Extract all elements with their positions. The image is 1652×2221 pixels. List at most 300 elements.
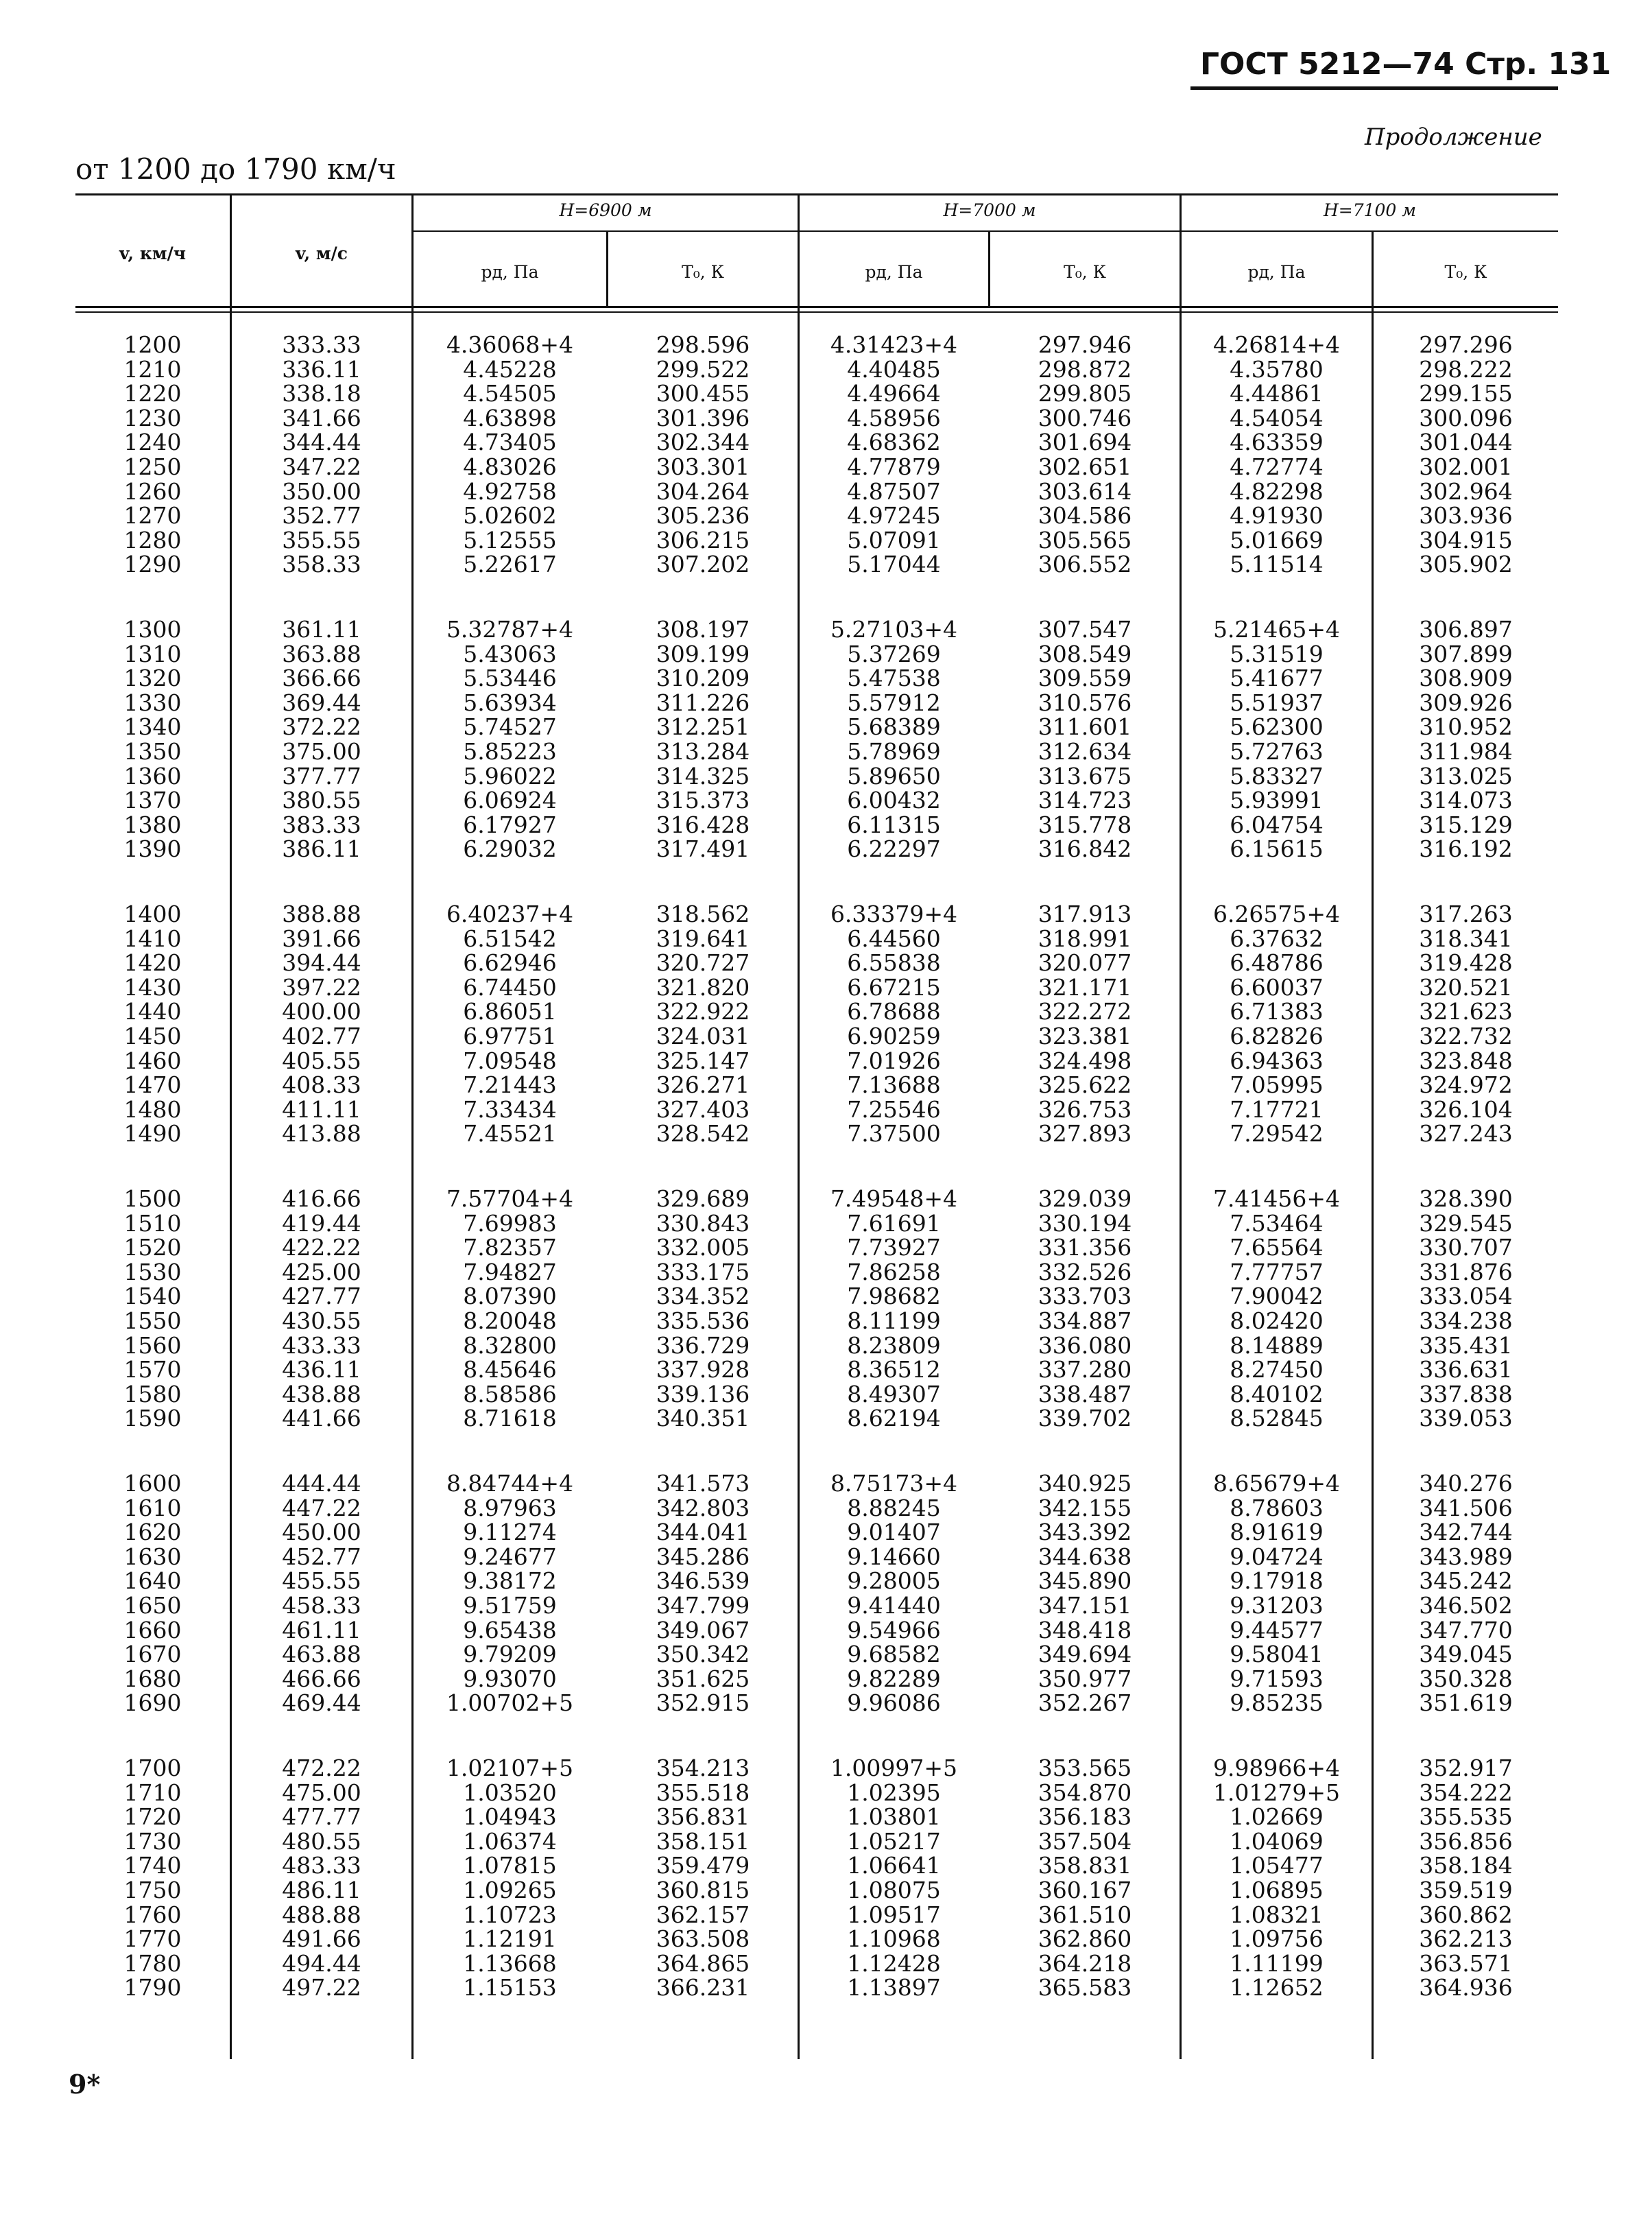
- pressure-7000-cell: 4.58956: [847, 404, 941, 431]
- row-group: [1182, 333, 1372, 577]
- row-group: [990, 1471, 1180, 1715]
- v-kmh-cell: 1320: [123, 665, 182, 692]
- temperature-7000-cell: 337.280: [1038, 1356, 1132, 1383]
- temperature-6900-cell: 334.352: [656, 1283, 750, 1310]
- temperature-7000-cell: 317.913: [1038, 901, 1132, 927]
- pressure-6900-cell: 5.02602: [463, 502, 557, 530]
- temperature-7100-cell: 305.902: [1419, 551, 1513, 578]
- temperature-6900-cell: 356.831: [656, 1803, 750, 1831]
- v-kmh-cell: 1440: [123, 998, 182, 1025]
- temperature-7100-cell: 362.213: [1419, 1925, 1513, 1953]
- row-group: [414, 1471, 606, 1715]
- pressure-7000-cell: 6.11315: [847, 811, 941, 838]
- v-ms-cell: 455.55: [282, 1567, 361, 1595]
- pressure-7100-cell: 1.06895: [1230, 1876, 1324, 1903]
- pressure-6900-cell: 1.00702+5: [446, 1689, 574, 1717]
- pressure-7100-cell: 6.94363: [1230, 1047, 1324, 1074]
- pressure-7000-cell: 8.11199: [847, 1307, 941, 1334]
- temperature-7100-cell: 311.984: [1419, 737, 1513, 765]
- pressure-7100-cell: 6.15615: [1230, 835, 1324, 863]
- v-ms-cell: 347.22: [282, 453, 361, 480]
- temperature-7000-cell: 343.392: [1038, 1519, 1132, 1546]
- header-temperature: T₀, К: [682, 262, 724, 282]
- temperature-6900-cell: 303.301: [656, 453, 750, 480]
- row-group: [232, 1471, 411, 1715]
- v-kmh-cell: 1380: [123, 811, 182, 838]
- temperature-7000-cell: 310.576: [1038, 689, 1132, 716]
- temperature-7100-cell: 346.502: [1419, 1591, 1513, 1619]
- temperature-7000-cell: 318.991: [1038, 925, 1132, 952]
- v-kmh-cell: 1270: [123, 502, 182, 530]
- temperature-6900-cell: 304.264: [656, 477, 750, 505]
- pressure-7100-cell: 9.17918: [1230, 1567, 1324, 1595]
- header-altitude-7000: H=7000 м: [943, 200, 1036, 220]
- v-kmh-cell: 1490: [123, 1120, 182, 1148]
- v-kmh-cell: 1370: [123, 787, 182, 814]
- v-ms-cell: 361.11: [282, 616, 361, 643]
- pressure-7100-cell: 5.62300: [1230, 713, 1324, 741]
- temperature-7100-cell: 301.044: [1419, 429, 1513, 456]
- temperature-7100-cell: 313.025: [1419, 762, 1513, 789]
- v-ms-cell: 372.22: [282, 713, 361, 741]
- row-group: [800, 902, 988, 1146]
- pressure-7000-cell: 5.27103+4: [830, 616, 958, 643]
- v-kmh-cell: 1730: [123, 1827, 182, 1855]
- temperature-7100-cell: 322.732: [1419, 1022, 1513, 1049]
- temperature-7100-cell: 333.054: [1419, 1283, 1513, 1310]
- row-group: [75, 1187, 230, 1431]
- temperature-7100-cell: 336.631: [1419, 1356, 1513, 1383]
- temperature-6900-cell: 300.455: [656, 380, 750, 407]
- temperature-6900-cell: 359.479: [656, 1852, 750, 1879]
- pressure-7100-cell: 1.05477: [1230, 1852, 1324, 1879]
- v-kmh-cell: 1350: [123, 737, 182, 765]
- temperature-7100-cell: 329.545: [1419, 1209, 1513, 1237]
- pressure-7000-cell: 9.82289: [847, 1665, 941, 1692]
- v-ms-cell: 497.22: [282, 1974, 361, 2002]
- pressure-6900-cell: 4.54505: [463, 380, 557, 407]
- pressure-7100-cell: 7.41456+4: [1212, 1185, 1341, 1212]
- v-ms-cell: 419.44: [282, 1209, 361, 1237]
- pressure-6900-cell: 8.32800: [463, 1331, 557, 1359]
- row-group: [414, 333, 606, 577]
- temperature-7000-cell: 312.634: [1038, 737, 1132, 765]
- temperature-6900-cell: 349.067: [656, 1616, 750, 1643]
- pressure-7000-cell: 5.89650: [847, 762, 941, 789]
- header-temperature: T₀, К: [1444, 262, 1487, 282]
- header-bottom-rule: [75, 306, 1558, 308]
- pressure-7000-cell: 5.07091: [847, 526, 941, 554]
- temperature-6900-cell: 315.373: [656, 787, 750, 814]
- temperature-7100-cell: 323.848: [1419, 1047, 1513, 1074]
- temperature-7000-cell: 360.167: [1038, 1876, 1132, 1903]
- temperature-7100-cell: 302.001: [1419, 453, 1513, 480]
- pressure-6900-cell: 4.73405: [463, 429, 557, 456]
- temperature-6900-cell: 328.542: [656, 1120, 750, 1148]
- v-kmh-cell: 1690: [123, 1689, 182, 1717]
- v-ms-cell: 394.44: [282, 949, 361, 977]
- pressure-7000-cell: 8.62194: [847, 1405, 941, 1432]
- pressure-7000-cell: 8.23809: [847, 1331, 941, 1359]
- v-ms-cell: 452.77: [282, 1543, 361, 1570]
- pressure-6900-cell: 8.97963: [463, 1494, 557, 1521]
- row-group: [1182, 617, 1372, 862]
- temperature-7100-cell: 354.222: [1419, 1779, 1513, 1806]
- temperature-6900-cell: 327.403: [656, 1095, 750, 1123]
- v-ms-cell: 469.44: [282, 1689, 361, 1717]
- pressure-6900-cell: 9.38172: [463, 1567, 557, 1595]
- pressure-7000-cell: 1.12428: [847, 1949, 941, 1977]
- pressure-7100-cell: 8.91619: [1230, 1519, 1324, 1546]
- pressure-7100-cell: 5.72763: [1230, 737, 1324, 765]
- temperature-7000-cell: 316.842: [1038, 835, 1132, 863]
- v-ms-cell: 444.44: [282, 1470, 361, 1497]
- v-kmh-cell: 1210: [123, 355, 182, 383]
- pressure-6900-cell: 5.12555: [463, 526, 557, 554]
- v-ms-cell: 352.77: [282, 502, 361, 530]
- temperature-7000-cell: 302.651: [1038, 453, 1132, 480]
- temperature-7100-cell: 364.936: [1419, 1974, 1513, 2002]
- header-v-ms: v, м/с: [296, 244, 348, 263]
- temperature-7100-cell: 345.242: [1419, 1567, 1513, 1595]
- row-group: [608, 1187, 798, 1431]
- pressure-7100-cell: 9.71593: [1230, 1665, 1324, 1692]
- row-group: [414, 617, 606, 862]
- temperature-6900-cell: 298.596: [656, 331, 750, 358]
- temperature-7000-cell: 301.694: [1038, 429, 1132, 456]
- row-group: [800, 1756, 988, 2000]
- pressure-7100-cell: 8.78603: [1230, 1494, 1324, 1521]
- temperature-7000-cell: 332.526: [1038, 1258, 1132, 1285]
- pressure-6900-cell: 5.22617: [463, 551, 557, 578]
- temperature-7100-cell: 352.917: [1419, 1755, 1513, 1781]
- v-ms-cell: 483.33: [282, 1852, 361, 1879]
- row-group: [800, 1471, 988, 1715]
- header-bottom-rule-2: [75, 311, 1558, 313]
- temperature-6900-cell: 317.491: [656, 835, 750, 863]
- pressure-7100-cell: 8.14889: [1230, 1331, 1324, 1359]
- v-kmh-cell: 1780: [123, 1949, 182, 1977]
- pressure-7100-cell: 4.54054: [1230, 404, 1324, 431]
- pressure-7000-cell: 5.78969: [847, 737, 941, 765]
- temperature-7000-cell: 330.194: [1038, 1209, 1132, 1237]
- row-group: [1182, 1756, 1372, 2000]
- pressure-7000-cell: 9.41440: [847, 1591, 941, 1619]
- temperature-7100-cell: 320.521: [1419, 973, 1513, 1001]
- row-group: [990, 617, 1180, 862]
- pressure-6900-cell: 4.45228: [463, 355, 557, 383]
- pressure-7000-cell: 5.37269: [847, 640, 941, 667]
- v-ms-cell: 408.33: [282, 1071, 361, 1099]
- temperature-6900-cell: 309.199: [656, 640, 750, 667]
- pressure-7100-cell: 4.72774: [1230, 453, 1324, 480]
- temperature-7100-cell: 337.838: [1419, 1380, 1513, 1408]
- pressure-7000-cell: 8.88245: [847, 1494, 941, 1521]
- v-ms-cell: 422.22: [282, 1234, 361, 1261]
- pressure-6900-cell: 5.96022: [463, 762, 557, 789]
- temperature-7100-cell: 324.972: [1419, 1071, 1513, 1099]
- pressure-7000-cell: 7.61691: [847, 1209, 941, 1237]
- pressure-7000-cell: 1.10968: [847, 1925, 941, 1953]
- row-group: [990, 1756, 1180, 2000]
- v-ms-cell: 338.18: [282, 380, 361, 407]
- temperature-7100-cell: 343.989: [1419, 1543, 1513, 1570]
- temperature-7000-cell: 340.925: [1038, 1470, 1132, 1497]
- pressure-6900-cell: 6.40237+4: [446, 901, 574, 927]
- pressure-7100-cell: 7.17721: [1230, 1095, 1324, 1123]
- row-group: [608, 1471, 798, 1715]
- header-temperature: T₀, К: [1064, 262, 1106, 282]
- temperature-7100-cell: 319.428: [1419, 949, 1513, 977]
- v-ms-cell: 411.11: [282, 1095, 361, 1123]
- temperature-7000-cell: 326.753: [1038, 1095, 1132, 1123]
- pressure-7100-cell: 6.37632: [1230, 925, 1324, 952]
- pressure-7000-cell: 9.54966: [847, 1616, 941, 1643]
- pressure-7000-cell: 1.03801: [847, 1803, 941, 1831]
- pressure-6900-cell: 6.51542: [463, 925, 557, 952]
- pressure-7100-cell: 9.58041: [1230, 1641, 1324, 1668]
- temperature-7100-cell: 340.276: [1419, 1470, 1513, 1497]
- temperature-6900-cell: 322.922: [656, 998, 750, 1025]
- temperature-7000-cell: 331.356: [1038, 1234, 1132, 1261]
- temperature-7000-cell: 361.510: [1038, 1901, 1132, 1928]
- temperature-6900-cell: 321.820: [656, 973, 750, 1001]
- row-group: [414, 1756, 606, 2000]
- temperature-7000-cell: 324.498: [1038, 1047, 1132, 1074]
- temperature-6900-cell: 339.136: [656, 1380, 750, 1408]
- pressure-6900-cell: 7.69983: [463, 1209, 557, 1237]
- temperature-6900-cell: 342.803: [656, 1494, 750, 1521]
- pressure-7000-cell: 5.57912: [847, 689, 941, 716]
- v-kmh-cell: 1340: [123, 713, 182, 741]
- pressure-7000-cell: 6.44560: [847, 925, 941, 952]
- temperature-6900-cell: 308.197: [656, 616, 750, 643]
- row-group: [990, 1187, 1180, 1431]
- temperature-6900-cell: 360.815: [656, 1876, 750, 1903]
- pressure-6900-cell: 8.07390: [463, 1283, 557, 1310]
- temperature-6900-cell: 311.226: [656, 689, 750, 716]
- pressure-6900-cell: 4.92758: [463, 477, 557, 505]
- header-altitude-7100: H=7100 м: [1323, 200, 1417, 220]
- v-ms-cell: 491.66: [282, 1925, 361, 1953]
- v-kmh-cell: 1420: [123, 949, 182, 977]
- pressure-7000-cell: 4.97245: [847, 502, 941, 530]
- v-kmh-cell: 1620: [123, 1519, 182, 1546]
- v-kmh-cell: 1540: [123, 1283, 182, 1310]
- temperature-6900-cell: 319.641: [656, 925, 750, 952]
- temperature-7000-cell: 357.504: [1038, 1827, 1132, 1855]
- pressure-7100-cell: 9.98966+4: [1212, 1755, 1341, 1781]
- pressure-7000-cell: 6.78688: [847, 998, 941, 1025]
- v-kmh-cell: 1740: [123, 1852, 182, 1879]
- table-top-rule: [75, 193, 1558, 195]
- pressure-7000-cell: 9.14660: [847, 1543, 941, 1570]
- pressure-6900-cell: 6.86051: [463, 998, 557, 1025]
- temperature-7100-cell: 310.952: [1419, 713, 1513, 741]
- temperature-7100-cell: 355.535: [1419, 1803, 1513, 1831]
- temperature-6900-cell: 333.175: [656, 1258, 750, 1285]
- temperature-6900-cell: 299.522: [656, 355, 750, 383]
- temperature-7100-cell: 309.926: [1419, 689, 1513, 716]
- temperature-6900-cell: 341.573: [656, 1470, 750, 1497]
- v-ms-cell: 427.77: [282, 1283, 361, 1310]
- temperature-7100-cell: 359.519: [1419, 1876, 1513, 1903]
- row-group: [232, 1187, 411, 1431]
- pressure-7000-cell: 4.68362: [847, 429, 941, 456]
- row-group: [1374, 1471, 1558, 1715]
- temperature-7000-cell: 352.267: [1038, 1689, 1132, 1717]
- v-ms-cell: 430.55: [282, 1307, 361, 1334]
- temperature-7000-cell: 349.694: [1038, 1641, 1132, 1668]
- temperature-7000-cell: 350.977: [1038, 1665, 1132, 1692]
- pressure-6900-cell: 1.04943: [463, 1803, 557, 1831]
- v-ms-cell: 363.88: [282, 640, 361, 667]
- temperature-7100-cell: 298.222: [1419, 355, 1513, 383]
- pressure-6900-cell: 1.12191: [463, 1925, 557, 1953]
- row-group: [608, 333, 798, 577]
- pressure-6900-cell: 9.11274: [463, 1519, 557, 1546]
- pressure-7100-cell: 6.82826: [1230, 1022, 1324, 1049]
- pressure-7100-cell: 7.29542: [1230, 1120, 1324, 1148]
- temperature-7000-cell: 329.039: [1038, 1185, 1132, 1212]
- temperature-7000-cell: 345.890: [1038, 1567, 1132, 1595]
- v-ms-cell: 441.66: [282, 1405, 361, 1432]
- pressure-7100-cell: 5.51937: [1230, 689, 1324, 716]
- row-group: [1182, 1187, 1372, 1431]
- v-ms-cell: 494.44: [282, 1949, 361, 1977]
- v-ms-cell: 358.33: [282, 551, 361, 578]
- pressure-7000-cell: 4.31423+4: [830, 331, 958, 358]
- temperature-7100-cell: 314.073: [1419, 787, 1513, 814]
- v-kmh-cell: 1630: [123, 1543, 182, 1570]
- pressure-6900-cell: 5.85223: [463, 737, 557, 765]
- row-group: [990, 333, 1180, 577]
- pressure-6900-cell: 9.51759: [463, 1591, 557, 1619]
- temperature-7100-cell: 358.184: [1419, 1852, 1513, 1879]
- pressure-7100-cell: 9.31203: [1230, 1591, 1324, 1619]
- v-kmh-cell: 1330: [123, 689, 182, 716]
- row-group: [800, 617, 988, 862]
- row-group: [232, 1756, 411, 2000]
- pressure-7100-cell: 9.04724: [1230, 1543, 1324, 1570]
- v-ms-cell: 433.33: [282, 1331, 361, 1359]
- temperature-7000-cell: 306.552: [1038, 551, 1132, 578]
- pressure-7100-cell: 6.71383: [1230, 998, 1324, 1025]
- temperature-7100-cell: 306.897: [1419, 616, 1513, 643]
- pressure-7000-cell: 7.37500: [847, 1120, 941, 1148]
- v-kmh-cell: 1400: [123, 901, 182, 927]
- row-group: [990, 902, 1180, 1146]
- temperature-6900-cell: 362.157: [656, 1901, 750, 1928]
- pressure-7000-cell: 5.68389: [847, 713, 941, 741]
- temperature-6900-cell: 336.729: [656, 1331, 750, 1359]
- temperature-7000-cell: 342.155: [1038, 1494, 1132, 1521]
- temperature-7000-cell: 339.702: [1038, 1405, 1132, 1432]
- v-kmh-cell: 1220: [123, 380, 182, 407]
- pressure-7100-cell: 6.60037: [1230, 973, 1324, 1001]
- pressure-7100-cell: 5.21465+4: [1212, 616, 1341, 643]
- pressure-6900-cell: 6.06924: [463, 787, 557, 814]
- pressure-6900-cell: 1.07815: [463, 1852, 557, 1879]
- pressure-7000-cell: 6.67215: [847, 973, 941, 1001]
- temperature-7100-cell: 308.909: [1419, 665, 1513, 692]
- v-kmh-cell: 1430: [123, 973, 182, 1001]
- pressure-7000-cell: 5.47538: [847, 665, 941, 692]
- pressure-7100-cell: 5.31519: [1230, 640, 1324, 667]
- document-code: [1200, 47, 1611, 82]
- row-group: [608, 1756, 798, 2000]
- v-kmh-cell: 1500: [123, 1185, 182, 1212]
- v-ms-cell: 366.66: [282, 665, 361, 692]
- v-ms-cell: 402.77: [282, 1022, 361, 1049]
- pressure-6900-cell: 1.10723: [463, 1901, 557, 1928]
- temperature-6900-cell: 310.209: [656, 665, 750, 692]
- temperature-6900-cell: 314.325: [656, 762, 750, 789]
- pressure-7100-cell: 4.91930: [1230, 502, 1324, 530]
- v-kmh-cell: 1700: [123, 1755, 182, 1781]
- temperature-7000-cell: 325.622: [1038, 1071, 1132, 1099]
- row-group: [414, 1187, 606, 1431]
- v-ms-cell: 350.00: [282, 477, 361, 505]
- v-kmh-cell: 1460: [123, 1047, 182, 1074]
- temperature-7000-cell: 323.381: [1038, 1022, 1132, 1049]
- v-kmh-cell: 1680: [123, 1665, 182, 1692]
- v-kmh-cell: 1240: [123, 429, 182, 456]
- temperature-7100-cell: 349.045: [1419, 1641, 1513, 1668]
- pressure-7100-cell: 9.85235: [1230, 1689, 1324, 1717]
- temperature-7100-cell: 315.129: [1419, 811, 1513, 838]
- temperature-7100-cell: 326.104: [1419, 1095, 1513, 1123]
- temperature-7000-cell: 365.583: [1038, 1974, 1132, 2002]
- altitude-header-rule: [411, 230, 1558, 232]
- pressure-7100-cell: 6.26575+4: [1212, 901, 1341, 927]
- pressure-7000-cell: 9.01407: [847, 1519, 941, 1546]
- temperature-7000-cell: 358.831: [1038, 1852, 1132, 1879]
- temperature-6900-cell: 306.215: [656, 526, 750, 554]
- pressure-7100-cell: 4.35780: [1230, 355, 1324, 383]
- v-ms-cell: 416.66: [282, 1185, 361, 1212]
- temperature-7100-cell: 327.243: [1419, 1120, 1513, 1148]
- v-kmh-cell: 1590: [123, 1405, 182, 1432]
- v-ms-cell: 447.22: [282, 1494, 361, 1521]
- v-kmh-cell: 1570: [123, 1356, 182, 1383]
- pressure-7000-cell: 7.98682: [847, 1283, 941, 1310]
- temperature-7100-cell: 342.744: [1419, 1519, 1513, 1546]
- pressure-6900-cell: 6.97751: [463, 1022, 557, 1049]
- pressure-6900-cell: 7.94827: [463, 1258, 557, 1285]
- temperature-7100-cell: 303.936: [1419, 502, 1513, 530]
- temperature-7100-cell: 328.390: [1419, 1185, 1513, 1212]
- pressure-6900-cell: 6.62946: [463, 949, 557, 977]
- pressure-6900-cell: 1.06374: [463, 1827, 557, 1855]
- temperature-7000-cell: 300.746: [1038, 404, 1132, 431]
- temperature-6900-cell: 318.562: [656, 901, 750, 927]
- v-kmh-cell: 1480: [123, 1095, 182, 1123]
- v-ms-cell: 355.55: [282, 526, 361, 554]
- pressure-7000-cell: 5.17044: [847, 551, 941, 578]
- v-kmh-cell: 1600: [123, 1470, 182, 1497]
- temperature-7000-cell: 356.183: [1038, 1803, 1132, 1831]
- v-kmh-cell: 1790: [123, 1974, 182, 2002]
- temperature-7000-cell: 353.565: [1038, 1755, 1132, 1781]
- temperature-6900-cell: 352.915: [656, 1689, 750, 1717]
- v-ms-cell: 377.77: [282, 762, 361, 789]
- header-pressure: pд, Па: [1247, 262, 1306, 282]
- temperature-7000-cell: 338.487: [1038, 1380, 1132, 1408]
- temperature-6900-cell: 364.865: [656, 1949, 750, 1977]
- v-ms-cell: 405.55: [282, 1047, 361, 1074]
- pressure-7000-cell: 1.08075: [847, 1876, 941, 1903]
